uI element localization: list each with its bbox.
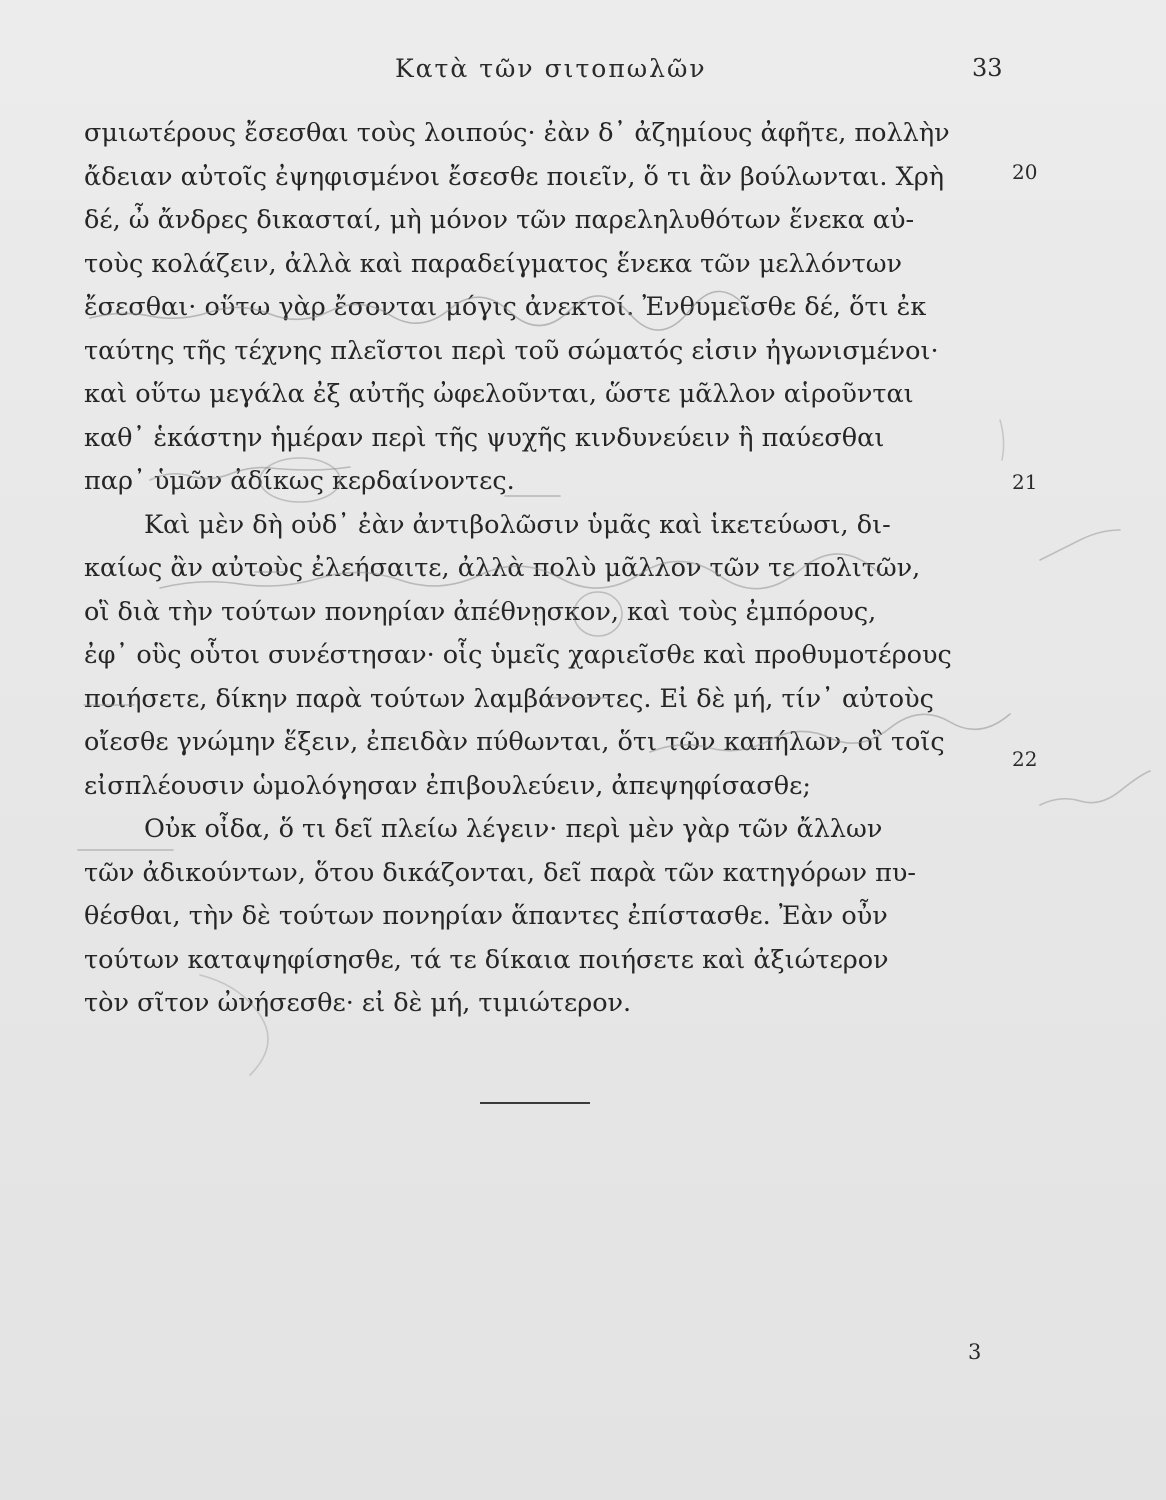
text-line: Καὶ μὲν δὴ οὐδ᾽ ἐὰν ἀντιβολῶσιν ὑμᾶς καὶ ἱκετεύωσι, δι- [144, 509, 891, 540]
text-line: θέσθαι, τὴν δὲ τούτων πονηρίαν ἅπαντες ἐπίστασθε. Ἐὰν οὖν [84, 901, 888, 931]
section-number-22: 22 [1012, 747, 1038, 771]
text-line: καθ᾽ ἑκάστην ἡμέραν περὶ τῆς ψυχῆς κινδυνεύειν ἢ παύεσθαι [84, 422, 885, 453]
signature-mark: 3 [968, 1340, 982, 1364]
text-line: τῶν ἀδικούντων, ὅτου δικάζονται, δεῖ παρὰ τῶν κατηγόρων πυ- [84, 857, 916, 888]
page-number: 33 [972, 54, 1003, 82]
text-line: καὶ οὕτω μεγάλα ἐξ αὐτῆς ὠφελοῦνται, ὥστε μᾶλλον αἱροῦνται [84, 379, 914, 409]
text-line: εἰσπλέουσιν ὡμολόγησαν ἐπιβουλεύειν, ἀπεψηφίσασθε; [84, 770, 811, 801]
end-rule [480, 1102, 590, 1104]
running-head [0, 54, 1166, 94]
text-line: καίως ἂν αὐτοὺς ἐλεήσαιτε, ἀλλὰ πολὺ μᾶλλον τῶν τε πολιτῶν, [84, 553, 921, 583]
running-title: Κατὰ τῶν σιτοπωλῶν [395, 54, 707, 83]
text-line: παρ᾽ ὑμῶν ἀδίκως κερδαίνοντες. [84, 466, 515, 496]
text-line: ἐφ᾽ οὓς οὗτοι συνέστησαν· οἷς ὑμεῖς χαριεῖσθε καὶ προθυμοτέρους [84, 640, 952, 670]
text-line: τοὺς κολάζειν, ἀλλὰ καὶ παραδείγματος ἕνεκα τῶν μελλόντων [84, 248, 903, 279]
text-line: οἴεσθε γνώμην ἕξειν, ἐπειδὰν πύθωνται, ὅτι τῶν καπήλων, οἳ τοῖς [84, 727, 945, 757]
text-line: Οὐκ οἶδα, ὅ τι δεῖ πλείω λέγειν· περὶ μὲν γὰρ τῶν ἄλλων [144, 814, 883, 844]
text-line: ἔσεσθαι· οὕτω γὰρ ἔσονται μόγις ἀνεκτοί. Ἐνθυμεῖσθε δέ, ὅτι ἐκ [84, 292, 927, 322]
section-number-21: 21 [1012, 470, 1038, 494]
text-line: ταύτης τῆς τέχνης πλεῖστοι περὶ τοῦ σώματός εἰσιν ἠγωνισμένοι· [84, 335, 939, 366]
text-line: τὸν σῖτον ὠνήσεσθε· εἰ δὲ μή, τιμιώτερον. [84, 988, 632, 1018]
text-line: τούτων καταψηφίσησθε, τά τε δίκαια ποιήσετε καὶ ἀξιώτερον [84, 944, 889, 975]
text-line: οἳ διὰ τὴν τούτων πονηρίαν ἀπέθνῃσκον, καὶ τοὺς ἐμπόρους, [84, 596, 877, 627]
text-line: δέ, ὦ ἄνδρες δικασταί, μὴ μόνον τῶν παρεληλυθότων ἕνεκα αὐ- [84, 205, 915, 235]
section-number-20: 20 [1012, 160, 1038, 184]
text-line: ποιήσετε, δίκην παρὰ τούτων λαμβάνοντες. Εἰ δὲ μή, τίν᾽ αὐτοὺς [84, 683, 934, 714]
greek-text-body [84, 112, 1014, 1026]
text-line: σμιωτέρους ἔσεσθαι τοὺς λοιπούς· ἐὰν δ᾽ ἀζημίους ἀφῆτε, πολλὴν [84, 118, 950, 148]
text-line: ἄδειαν αὐτοῖς ἐψηφισμένοι ἔσεσθε ποιεῖν, ὅ τι ἂν βούλωνται. Χρὴ [84, 161, 945, 192]
